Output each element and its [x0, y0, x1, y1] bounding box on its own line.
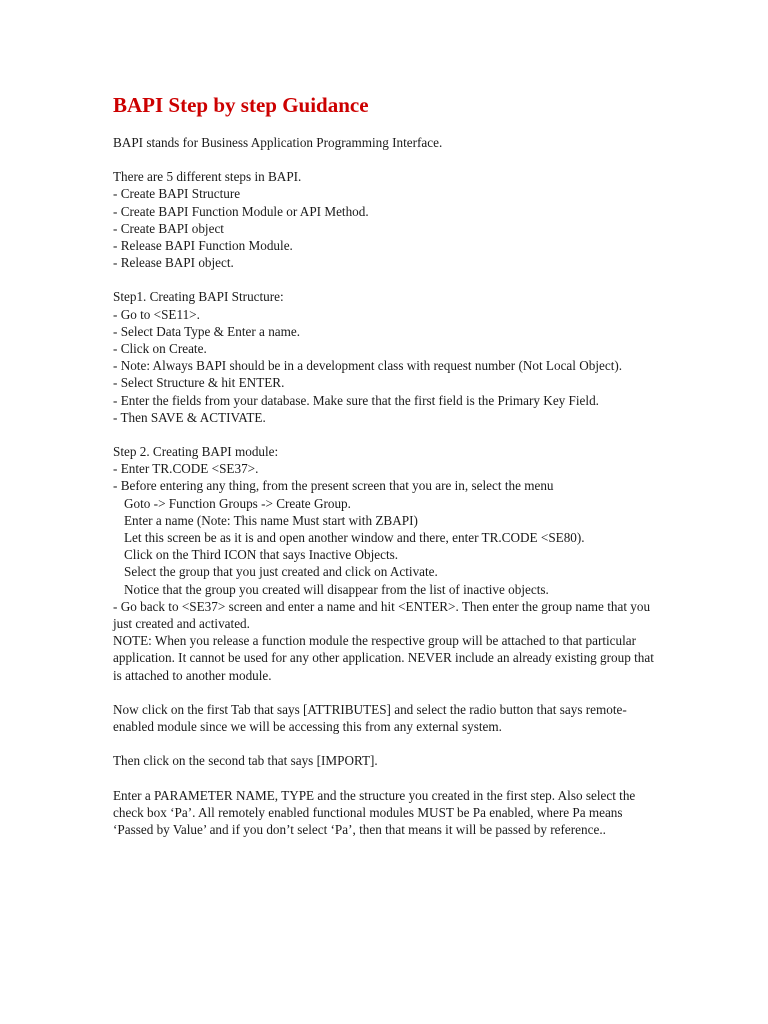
- parameter-paragraph: [113, 787, 658, 839]
- list-item: - Enter the fields from your database. Make sure that the first field is the Primary Key Field.: [113, 392, 599, 408]
- indented-item: Select the group that you just created and click on Activate.: [124, 564, 438, 580]
- attributes-text: Now click on the first Tab that says [ATTRIBUTES] and select the radio button that says remote-enabled module since we will be accessing this from any external system.: [113, 701, 627, 735]
- attributes-paragraph: [113, 701, 658, 735]
- document-title: BAPI Step by step Guidance: [113, 93, 369, 117]
- list-item: - Release BAPI Function Module.: [113, 238, 293, 254]
- parameter-text: Enter a PARAMETER NAME, TYPE and the structure you created in the first step. Also select the check box ‘Pa’. All remotely enabled functional modules MUST be Pa enabled, where Pa means ‘Passed by Value’ and if you don’t select ‘Pa’, then that means it will be passed by reference..: [113, 787, 636, 837]
- list-item: - Then SAVE & ACTIVATE.: [113, 409, 266, 425]
- note-text: NOTE: When you release a function module the respective group will be attached to that particular application. It cannot be used for any other application. NEVER include an already existing group that is attached to another module.: [113, 633, 654, 683]
- list-item: - Enter TR.CODE <SE37>.: [113, 461, 259, 477]
- step2-heading: Step 2. Creating BAPI module:: [113, 444, 279, 460]
- indented-item: Click on the Third ICON that says Inactive Objects.: [124, 547, 399, 563]
- steps-overview-heading: There are 5 different steps in BAPI.: [113, 169, 302, 185]
- list-item: - Select Data Type & Enter a name.: [113, 323, 301, 339]
- intro-paragraph: [113, 134, 658, 151]
- list-item: - Before entering any thing, from the present screen that you are in, select the menu: [113, 478, 554, 494]
- import-paragraph: [113, 752, 658, 769]
- list-item: - Create BAPI Function Module or API Method.: [113, 203, 369, 219]
- list-item: - Go back to <SE37> screen and enter a name and hit <ENTER>. Then enter the group name that you just created and activated.: [113, 598, 651, 632]
- document-body: [113, 92, 658, 855]
- step1-section: [113, 288, 658, 426]
- indented-item: Let this screen be as it is and open another window and there, enter TR.CODE <SE80).: [124, 530, 585, 546]
- indented-item: Notice that the group you created will disappear from the list of inactive objects.: [124, 581, 549, 597]
- step1-heading: Step1. Creating BAPI Structure:: [113, 289, 284, 305]
- list-item: - Release BAPI object.: [113, 255, 234, 271]
- intro-text: BAPI stands for Business Application Programming Interface.: [113, 135, 443, 150]
- import-text: Then click on the second tab that says [IMPORT].: [113, 753, 378, 769]
- list-item: - Click on Create.: [113, 341, 207, 357]
- list-item: - Create BAPI Structure: [113, 186, 241, 202]
- list-item: - Go to <SE11>.: [113, 306, 200, 322]
- steps-overview: [113, 168, 658, 271]
- list-item: - Note: Always BAPI should be in a development class with request number (Not Local Object).: [113, 358, 623, 374]
- list-item: - Create BAPI object: [113, 220, 224, 236]
- step2-section: [113, 443, 658, 684]
- indented-item: Goto -> Function Groups -> Create Group.: [124, 495, 351, 511]
- list-item: - Select Structure & hit ENTER.: [113, 375, 285, 391]
- indented-item: Enter a name (Note: This name Must start with ZBAPI): [124, 512, 418, 528]
